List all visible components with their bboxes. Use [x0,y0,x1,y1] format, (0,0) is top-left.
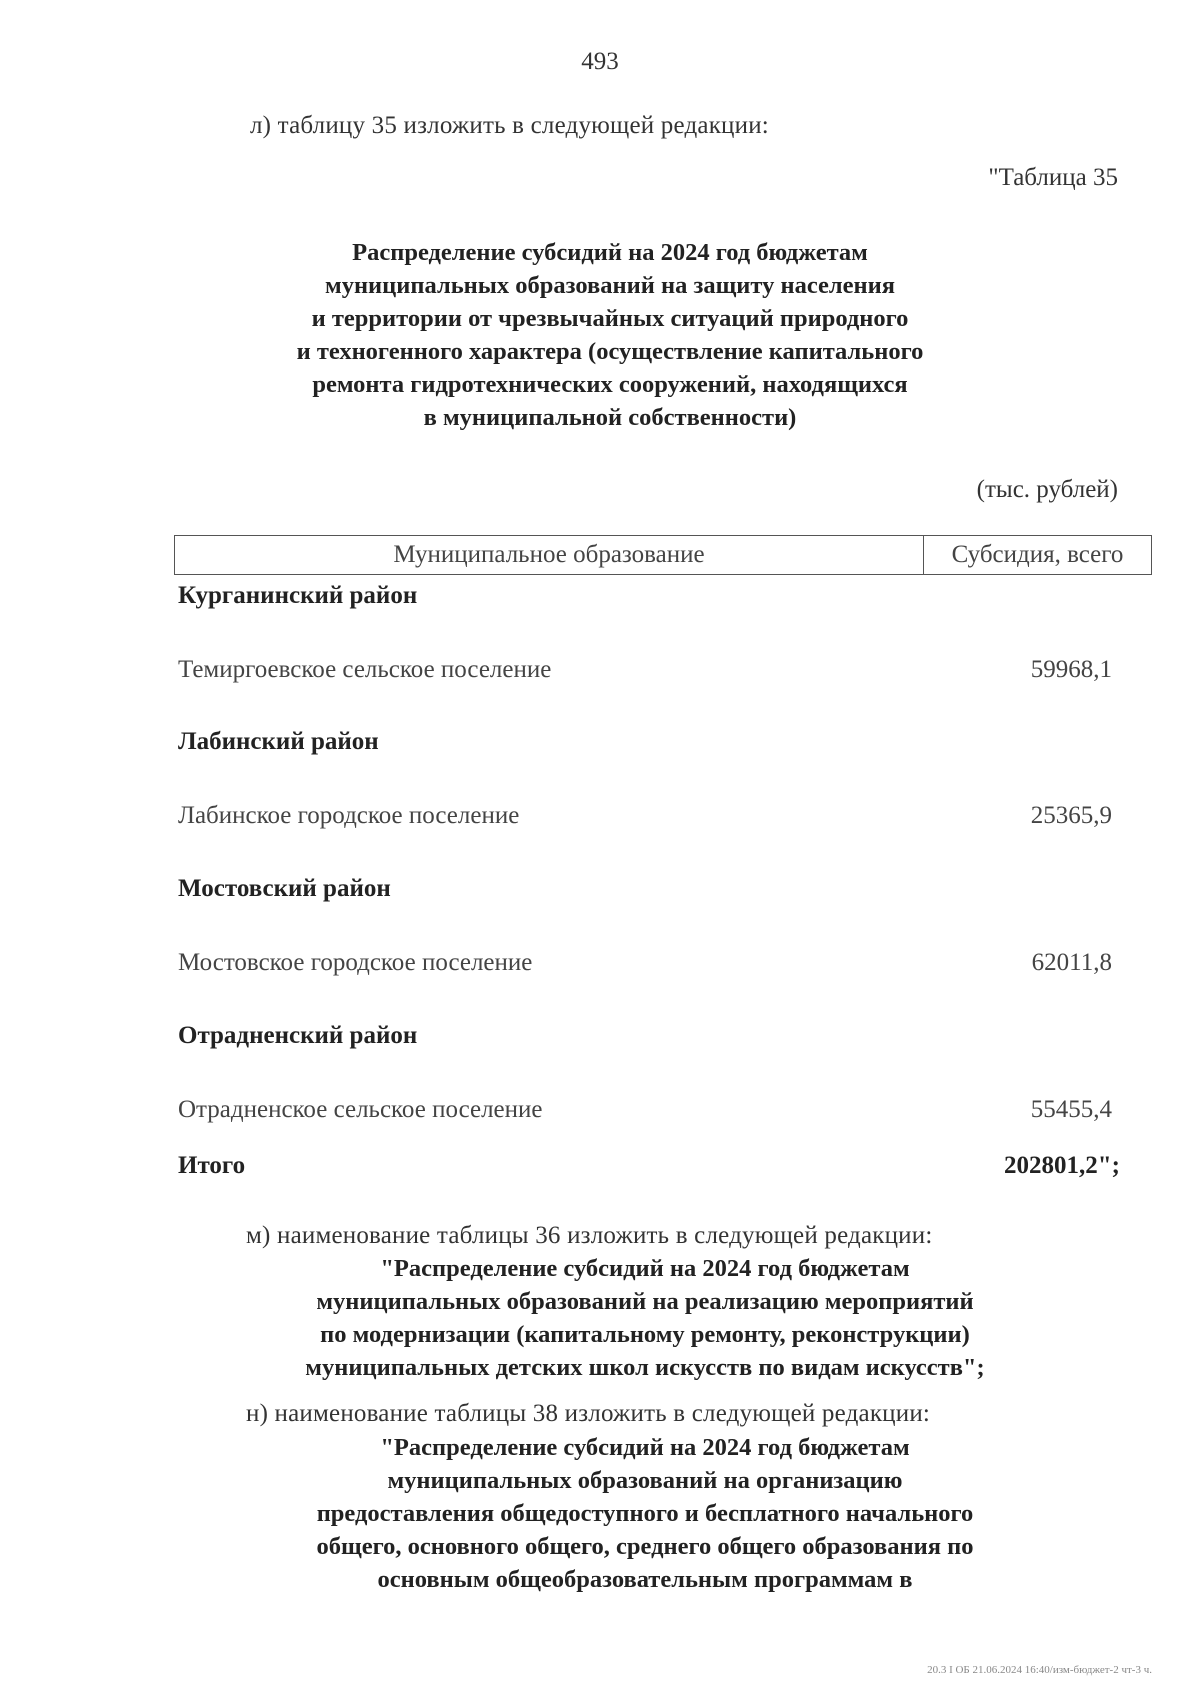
paragraph-l-intro: л) таблицу 35 изложить в следующей редакции: [250,112,769,139]
title-line: по модернизации (капитальному ремонту, реконструкции) [320,1321,970,1348]
title-line: "Распределение субсидий на 2024 год бюджетам [380,1255,910,1282]
footer-stamp: 20.3 I OБ 21.06.2024 16:40/изм-бюджет-2 чт-3 ч. [927,1664,1152,1676]
total-value: 202801,2"; [1004,1152,1120,1179]
page-number: 493 [581,48,619,75]
title-line: общего, основного общего, среднего общего образования по [316,1533,974,1560]
title-line: предоставления общедоступного и бесплатного начального [316,1500,974,1527]
subsidy-value: 62011,8 [1031,949,1112,976]
paragraph-n-title [230,1431,1060,1596]
table-title [180,236,1040,434]
title-line: Распределение субсидий на 2024 год бюджетам [352,239,868,266]
district-name: Отрадненский район [178,1022,418,1049]
title-line: основным общеобразовательным программам в [377,1566,913,1593]
district-name: Мостовский район [178,875,391,902]
total-label: Итого [178,1152,246,1179]
title-line: в муниципальной собственности) [423,404,797,431]
title-line: муниципальных образований на реализацию мероприятий [316,1288,974,1315]
subsidy-value: 59968,1 [1030,656,1112,683]
table-header [174,535,1152,575]
settlement-name: Отрадненское сельское поселение [178,1096,543,1123]
district-name: Курганинский район [178,582,418,609]
title-line: и техногенного характера (осуществление капитального [296,338,924,365]
district-name: Лабинский район [178,728,379,755]
title-line: муниципальных образований на организацию [387,1467,903,1494]
settlement-name: Мостовское городское поселение [178,949,533,976]
title-line: муниципальных детских школ искусств по видам искусств"; [305,1354,985,1381]
paragraph-n-intro: н) наименование таблицы 38 изложить в следующей редакции: [246,1400,931,1427]
subsidy-value: 25365,9 [1030,802,1112,829]
title-line: "Распределение субсидий на 2024 год бюджетам [380,1434,910,1461]
paragraph-m-title [230,1252,1060,1384]
title-line: муниципальных образований на защиту населения [325,272,895,299]
header-municipality: Муниципальное образование [175,536,924,574]
title-line: ремонта гидротехнических сооружений, находящихся [312,371,908,398]
paragraph-m-intro: м) наименование таблицы 36 изложить в следующей редакции: [246,1222,933,1249]
title-line: и территории от чрезвычайных ситуаций природного [311,305,909,332]
table-label: "Таблица 35 [988,164,1118,191]
settlement-name: Темиргоевское сельское поселение [178,656,552,683]
header-subsidy: Субсидия, всего [951,541,1124,568]
unit-label: (тыс. рублей) [976,476,1118,503]
settlement-name: Лабинское городское поселение [178,802,520,829]
subsidy-value: 55455,4 [1030,1096,1112,1123]
